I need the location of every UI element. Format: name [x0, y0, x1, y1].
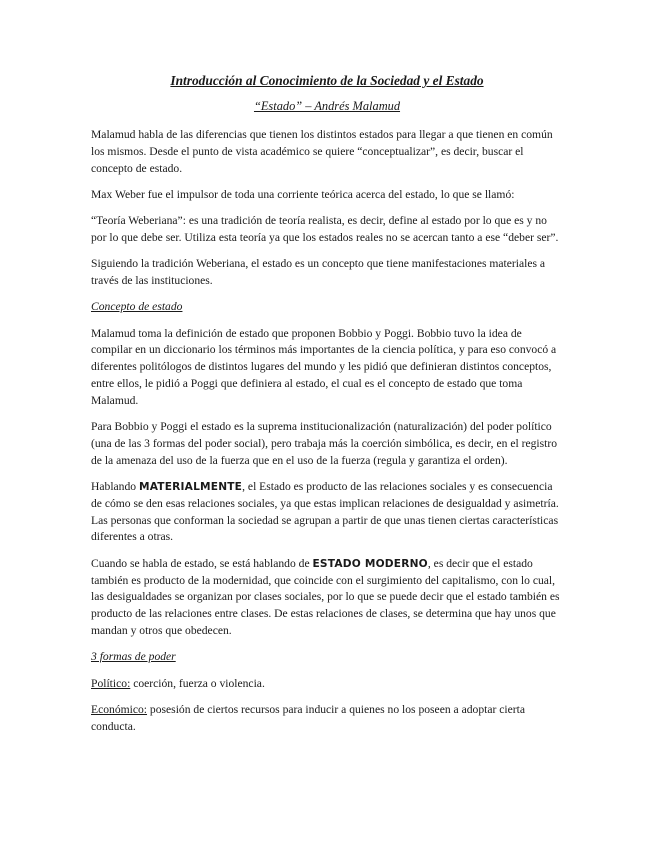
poder-text: posesión de ciertos recursos para inducir a quienes no los poseen a adoptar cierta conducta.	[91, 702, 525, 733]
paragraph-tradicion: Siguiendo la tradición Weberiana, el estado es un concepto que tiene manifestaciones materiales a través de las instituciones.	[91, 257, 546, 288]
document-subtitle: “Estado” – Andrés Malamud	[253, 99, 401, 113]
poder-label: Político:	[91, 676, 131, 690]
poder-item-politico	[91, 676, 563, 693]
keyword-estado-moderno: ESTADO MODERNO	[312, 557, 428, 570]
paragraph-teoria-weberiana: “Teoría Weberiana”: es una tradición de teoría realista, es decir, define al estado por lo que es y no por lo que debe ser. Utiliza esta teoría ya que los estados reales no se acercan tanto a ese “deber ser”.	[91, 214, 559, 244]
poder-item-economico	[91, 702, 563, 736]
keyword-materialmente: MATERIALMENTE	[138, 481, 243, 494]
paragraph-bobbio-poggi: Malamud toma la definición de estado que proponen Bobbio y Poggi. Bobbio tuvo la idea de compilar en un diccionario los términos más importantes de la ciencia política, y para eso convocó a diferentes politólogos de distintos lugares del mundo y les pidió que definieran distintos conceptos, entre ellos, le pidió a Poggi que definiera al estado, el cual es el concepto de estado que toma Malamud.	[91, 326, 557, 407]
paragraph-institucionalizacion: Para Bobbio y Poggi el estado es la suprema institucionalización (naturalización) del poder político (una de las 3 formas del poder social), pero trabaja más la coerción simbólica, es decir, en el registro de la amenaza del uso de la fuerza que en el uso de la fuerza (regula y garantiza el orden).	[91, 420, 558, 467]
text-segment: Hablando	[91, 480, 139, 494]
paragraph-materialmente	[91, 479, 563, 546]
heading-formas-de-poder: 3 formas de poder	[91, 650, 176, 664]
text-segment: Cuando se habla de estado, se está hablando de	[91, 556, 313, 570]
heading-concepto-de-estado: Concepto de estado	[91, 300, 183, 314]
paragraph-estado-moderno	[91, 556, 563, 640]
poder-text: coerción, fuerza o violencia.	[130, 676, 265, 690]
text-segment: , es decir que el estado también es producto de la modernidad, que coincide con el surgimiento del capitalismo, con lo cual, las desigualdades se organizan por clases sociales, por lo que se puede decir que el estado también es producto de las relaciones entre clases. De estas relaciones de clases, se determina que hay unos que mandan y otros que obedecen.	[91, 556, 560, 637]
poder-label: Económico:	[91, 702, 148, 716]
text-segment: , el Estado es producto de las relaciones sociales y es consecuencia de cómo se den esas relaciones sociales, ya que estas implican relaciones de desigualdad y asimetría. Las personas que conforman la sociedad se agrupan a partir de que unas tienen ciertas características diferentes a otras.	[91, 480, 559, 544]
paragraph-weber: Max Weber fue el impulsor de toda una corriente teórica acerca del estado, lo que se llamó:	[91, 187, 515, 201]
document-title: Introducción al Conocimiento de la Sociedad y el Estado	[170, 73, 484, 88]
paragraph-intro: Malamud habla de las diferencias que tienen los distintos estados para llegar a que tienen en común los mismos. Desde el punto de vista académico se quiere “conceptualizar”, es decir, buscar el concepto de estado.	[91, 128, 553, 175]
